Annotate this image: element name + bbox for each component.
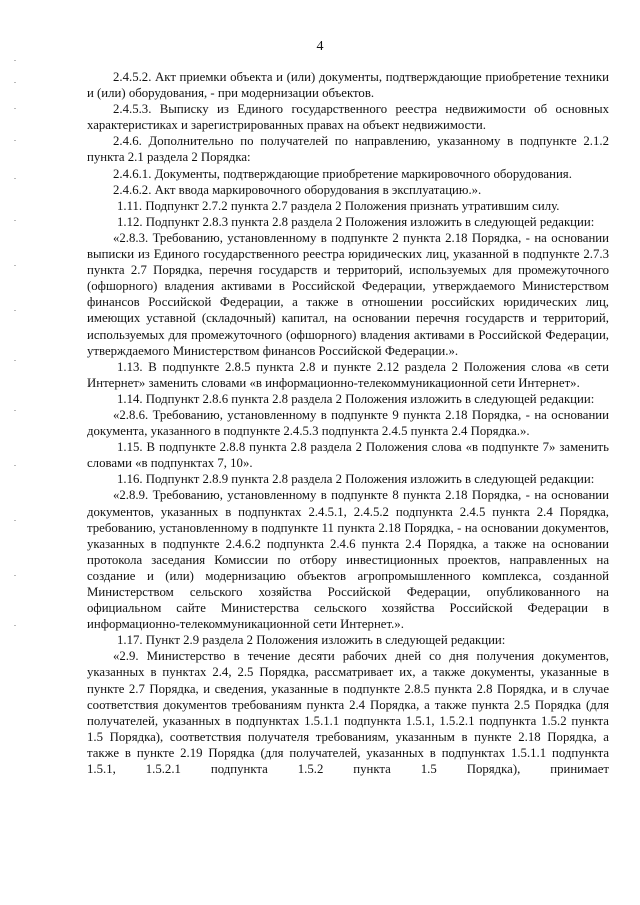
paragraph-2-8-3: «2.8.3. Требованию, установленному в подпункте 2 пункта 2.18 Порядка, - на основании выписки из Единого государственного реестра юридических лиц, указанной в подпункте 2.7.3 пункта 2.7 Порядка, перечня государств и территорий, используемых для промежуточного (офшорного) владения активами в Российской Федерации, утверждаемого Министерством финансов Российской Федерации, а также в отношении российских юридических лиц, имеющих уставной (складочный) капитал, на основании перечня государств и территорий, используемых для промежуточного (офшорного) владения активами в Российской Федерации, утверждаемого Министерством финансов Российской Федерации.».	[87, 230, 609, 358]
paragraph-2-9: «2.9. Министерство в течение десяти рабочих дней со дня получения документов, указанных в пунктах 2.4, 2.5 Порядка, рассматривает их, а также документы, указанные в пункте 2.7 Порядка, и сведения, указанные в подпункте 2.8.5 пункта 2.8 Порядка, и в случае соответствия документов требованиям пункта 2.4 Порядка, а также пункта 2.5 Порядка (для получателей, указанных в подпунктах 1.5.1.1 подпункта 1.5.1, 1.5.2.1 подпункта 1.5.2 пункта 1.5 Порядка), соответствия получателя требованиям, указанным в пункте 2.18 Порядка, а также в пункте 2.19 Порядка (для получателей, указанных в подпунктах 1.5.1.1 подпункта 1.5.1, 1.5.2.1 подпункта 1.5.2 пункта 1.5 Порядка), принимает	[87, 649, 609, 777]
margin-scan-marks	[14, 60, 16, 660]
paragraph-2-4-6: 2.4.6. Дополнительно по получателей по направлению, указанному в подпункте 2.1.2 пункта 2.1 раздела 2 Порядка:	[87, 134, 609, 165]
paragraph-2-8-6: «2.8.6. Требованию, установленному в подпункте 9 пункта 2.18 Порядка, - на основании документа, указанного в подпункте 2.4.5.3 подпункта 2.4.5 пункта 2.4 Порядка.».	[87, 407, 609, 439]
paragraph-2-4-6-1: 2.4.6.1. Документы, подтверждающие приобретение маркировочного оборудования.	[113, 166, 572, 181]
paragraph-1-15: 1.15. В подпункте 2.8.8 пункта 2.8 раздела 2 Положения слова «в подпункте 7» заменить словами «в подпунктах 7, 10».	[87, 440, 609, 471]
paragraph-2-4-5-2: 2.4.5.2. Акт приемки объекта и (или) документы, подтверждающие приобретение техники и (или) оборудования, - при модернизации объектов.	[87, 70, 609, 101]
page-number: 4	[316, 39, 324, 54]
paragraph-1-16: 1.16. Подпункт 2.8.9 пункта 2.8 раздела 2 Положения изложить в следующей редакции:	[117, 472, 595, 487]
paragraph-1-13: 1.13. В подпункте 2.8.5 пункта 2.8 и пункте 2.12 раздела 2 Положения слова «в сети Интернет» заменить словами «в информационно-телекоммуникационной сети Интернет».	[87, 359, 609, 390]
paragraph-1-11: 1.11. Подпункт 2.7.2 пункта 2.7 раздела 2 Положения признать утратившим силу.	[117, 198, 560, 213]
paragraph-1-17: 1.17. Пункт 2.9 раздела 2 Положения изложить в следующей редакции:	[117, 633, 506, 648]
paragraph-2-4-5-3: 2.4.5.3. Выписку из Единого государственного реестра недвижимости об основных характеристиках и зарегистрированных правах на объект недвижимости.	[87, 102, 609, 133]
paragraph-2-8-9: «2.8.9. Требованию, установленному в подпункте 8 пункта 2.18 Порядка, - на основании документов, указанных в подпунктах 2.4.5.1, 2.4.5.2 подпункта 2.4.5 пункта 2.4 Порядка, требованию, установленному в подпункте 11 пункта 2.18 Порядка, - на основании документов, указанных в подпункте 2.4.6.2 подпункта 2.4.6 пункта 2.4 Порядка, а также на основании протокола заседания Комиссии по отбору инвестиционных проектов, направленных на создание и (или) модернизацию объектов агропромышленного комплекса, созданной Министерством сельского хозяйства Российской Федерации, опубликованного на официальном сайте Министерства сельского хозяйства Российской Федерации в информационно-телекоммуникационной сети Интернет.».	[87, 488, 609, 632]
document-body	[87, 69, 609, 777]
paragraph-2-4-6-2: 2.4.6.2. Акт ввода маркировочного оборудования в эксплуатацию.».	[113, 182, 482, 197]
paragraph-1-12: 1.12. Подпункт 2.8.3 пункта 2.8 раздела 2 Положения изложить в следующей редакции:	[117, 214, 595, 229]
paragraph-1-14: 1.14. Подпункт 2.8.6 пункта 2.8 раздела 2 Положения изложить в следующей редакции:	[117, 391, 595, 406]
